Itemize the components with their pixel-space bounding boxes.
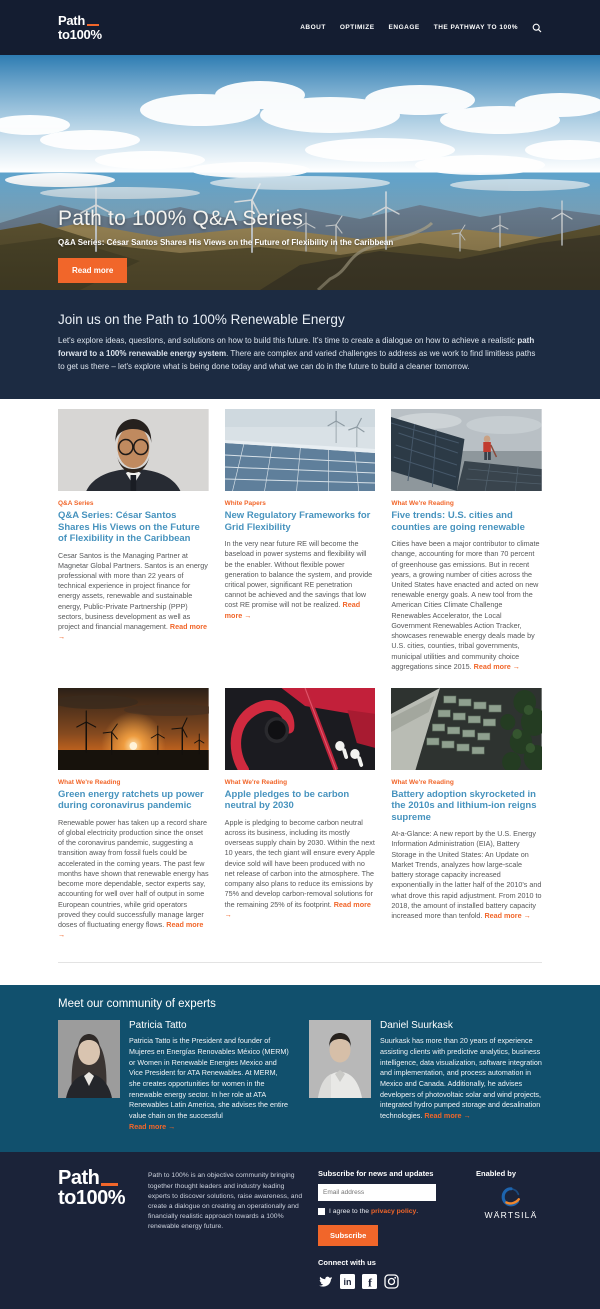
nav-item-engage[interactable]: ENGAGE [388, 24, 420, 31]
article-category: Q&A Series [58, 500, 94, 508]
connect-with-us-label: Connect with us [318, 1258, 376, 1268]
articles-section [0, 399, 600, 985]
intro-text-before: Let's explore ideas, questions, and solutions on how to build this future. It's time to create a dialogue on how to achieve a realistic [58, 336, 518, 345]
expert-info [129, 1020, 291, 1132]
expert-name: Patricia Tatto [129, 1020, 187, 1032]
footer-description: Path to 100% is an objective community bringing together thought leaders and industry leading experts to discover solutions, raise awareness, and create a dialogue on creating an operationally and financially realistic approach towards a 100% renewable energy future. [148, 1172, 303, 1231]
privacy-checkbox[interactable] [318, 1208, 325, 1215]
article-read-more-link[interactable]: Read more → [473, 661, 520, 671]
logo-text-line1: Path [58, 13, 85, 28]
social-icons-row [318, 1274, 446, 1289]
wartsila-logo[interactable] [476, 1186, 546, 1220]
article-excerpt-text: Cities have been a major contributor to climate change, accounting for more than 70 percent of greenhouse gas emissions. But in recent years, a growing number of cities across the United States have enacted and acted on new renewable energy goals. A new tool from the American Cities Climate Challenge Renewables Accelerator, the Local Government Renewables Action Tracker, showcases renewable energy deals made by U.S. cities, counties, tribal governments, municipal utilities and community choice aggregations since 2015. [391, 539, 540, 671]
hero [0, 55, 600, 290]
article-read-more-link[interactable]: Read more → [224, 899, 371, 919]
articles-grid [58, 409, 542, 940]
article-excerpt [58, 551, 209, 643]
linkedin-icon[interactable] [340, 1274, 355, 1289]
article-category: White Papers [224, 500, 266, 508]
article-title[interactable]: New Regulatory Frameworks for Grid Flexibility [224, 510, 371, 533]
article-read-more-link[interactable]: Read more → [58, 622, 208, 642]
privacy-agree-row [318, 1208, 446, 1215]
footer-logo[interactable] [58, 1169, 136, 1289]
article-card-apple-carbon [225, 688, 376, 940]
article-excerpt-text: At-a-Glance: A new report by the U.S. Energy Information Administration (EIA), Battery Storage in the United States: An Update on Market Trends, analyzes how large-scale battery storage capacity increased exponentially in the latter half of the 2010's and what drove this rapid adjustment. From 2010 to 2018, the amount of installed battery capacity increased more than tenfold. [391, 829, 542, 920]
article-excerpt-text: Apple is pledging to become carbon neutral across its business, including its mostly overseas supply chain by 2030. Within the next 10 years, the tech giant will ensure every Apple device sold will have been produced with no net release of carbon into the atmosphere. The company also plans to reduce its emissions by 75% and develop carbon-removal solutions for the remaining 25% of its footprint. [224, 817, 375, 909]
wartsila-wordmark: WÄRTSILÄ [484, 1210, 538, 1221]
enabled-by-label: Enabled by [476, 1169, 517, 1179]
expert-photo-daniel-suurkask [309, 1020, 371, 1098]
enabled-by-column [458, 1169, 546, 1289]
nav-item-optimize[interactable]: OPTIMIZE [339, 24, 375, 31]
article-excerpt-text: Cesar Santos is the Managing Partner at Magnetar Global Partners. Santos is an energy professional with more than 22 years of technical experience in project finance for energy assets, renewable and sustainable energy, Public-Private Partnership (PPP) sectors, business development as well as project and financial management. [58, 550, 208, 632]
intro-section [0, 290, 600, 399]
experts-title: Meet our community of experts [58, 998, 216, 1011]
subscribe-title: Subscribe for news and updates [318, 1169, 434, 1179]
hero-subtitle: Q&A Series: César Santos Shares His Views on the Future of Flexibility in the Caribbean [58, 238, 394, 247]
search-icon[interactable] [532, 23, 542, 33]
article-excerpt [391, 829, 542, 921]
article-category: What We're Reading [391, 779, 454, 787]
logo-text-line2: to100% [58, 27, 102, 42]
expert-card-patricia-tatto [58, 1020, 291, 1132]
expert-bio [380, 1036, 542, 1121]
hero-read-more-button[interactable]: Read more [58, 258, 127, 283]
svg-text:f: f [368, 1275, 372, 1290]
privacy-agree-label [329, 1208, 418, 1215]
nav-item-about[interactable]: ABOUT [300, 24, 326, 31]
expert-info [380, 1020, 542, 1132]
article-title[interactable]: Green energy ratchets up power during coronavirus pandemic [58, 789, 204, 812]
svg-text:in: in [343, 1277, 352, 1288]
article-image-portrait[interactable] [58, 409, 209, 491]
article-category: What We're Reading [58, 779, 121, 787]
article-image-solar-panels[interactable] [225, 409, 376, 491]
article-card-green-energy [58, 688, 209, 940]
twitter-icon[interactable] [318, 1274, 333, 1289]
article-category: What We're Reading [224, 779, 288, 787]
site-footer [0, 1152, 600, 1309]
main-nav [300, 23, 542, 33]
article-image-rooftop-solar[interactable] [391, 409, 542, 491]
subscribe-column [318, 1169, 446, 1289]
hero-title: Path to 100% Q&A Series [58, 207, 304, 230]
intro-title: Join us on the Path to 100% Renewable Energy [58, 312, 345, 327]
nav-item-pathway[interactable]: THE PATHWAY TO 100% [433, 24, 518, 31]
expert-name: Daniel Suurkask [380, 1020, 453, 1032]
wartsila-swoosh-icon [500, 1186, 522, 1208]
hero-content [58, 207, 393, 283]
intro-paragraph [58, 335, 542, 373]
footer-logo-line1: Path [58, 1167, 100, 1190]
article-excerpt-text: In the very near future RE will become the baseload in power systems and flexibility will be the enabler. Without flexible power generation to balance the system, and provide critical power, significant RE penetration cannot be achieved and the savings that low cost RE promise will not be realized. [224, 539, 373, 610]
intro-text-after: . There are complex and varied challenges to address as we work to find limitless paths to get us there – let's explore what is being done today and what we can do in the future to build a cleaner tomorrow. [58, 348, 536, 371]
expert-card-daniel-suurkask [309, 1020, 542, 1132]
article-read-more-link[interactable]: Read more → [224, 600, 361, 620]
article-card-battery-adoption [391, 688, 542, 940]
article-card-five-trends [391, 409, 542, 672]
expert-read-more-link[interactable]: Read more → [424, 1111, 471, 1121]
article-card-grid-flexibility [225, 409, 376, 672]
email-input[interactable] [318, 1184, 436, 1201]
article-card-cesar-santos [58, 409, 209, 672]
article-image-red-gadgets[interactable] [225, 688, 376, 770]
footer-logo-line2: to100% [58, 1187, 126, 1210]
article-excerpt [391, 539, 542, 672]
experts-section [0, 985, 600, 1152]
logo-dash [87, 24, 99, 26]
article-title[interactable]: Apple pledges to be carbon neutral by 2030 [224, 789, 350, 812]
expert-bio-text: Patricia Tatto is the President and founder of Mujeres en Energías Renovables México (MERM) or Women in Renewable Energies Mexico and Vice President for ATA Renewables. At MERM, she creates opportunities for women in the renewable energy sector. In her role at ATA Renewables Latin America, she advises the entire value chain on the successful [129, 1036, 289, 1121]
subscribe-button[interactable]: Subscribe [318, 1225, 378, 1246]
site-logo[interactable] [58, 14, 102, 41]
site-header [0, 0, 600, 55]
instagram-icon[interactable] [384, 1274, 399, 1289]
expert-bio [129, 1036, 291, 1132]
article-title[interactable]: Five trends: U.S. cities and counties are going renewable [391, 510, 525, 533]
article-excerpt [225, 818, 376, 920]
intro-text-bold: path forward to a 100% renewable energy system [58, 336, 535, 358]
experts-grid [58, 1020, 542, 1132]
article-read-more-link[interactable]: Read more → [484, 910, 531, 920]
article-category: What We're Reading [391, 500, 454, 508]
article-read-more-link[interactable]: Read more → [58, 919, 204, 940]
article-excerpt [58, 818, 209, 941]
expert-photo-patricia-tatto [58, 1020, 120, 1098]
article-title[interactable]: Battery adoption skyrocketed in the 2010s and lithium-ion reigns supreme [391, 789, 537, 823]
article-excerpt-text: Renewable power has taken up a record share of global electricity production since the onset of the coronavirus pandemic, suggesting a transition away from fossil fuels could be accelerated in the coming years. The past few months have shown that renewable energy has become more dependable, sector experts say, accounting for well over half of output in some European countries, while grid operators proved they could successfully manage larger doses of fluctuating energy flows. [58, 817, 209, 929]
privacy-policy-link[interactable]: privacy policy [370, 1208, 417, 1216]
article-excerpt [225, 539, 376, 621]
agree-text-after: . [416, 1208, 419, 1216]
expert-read-more-link[interactable]: Read more → [129, 1121, 176, 1131]
article-title[interactable]: Q&A Series: César Santos Shares His Views on the Future of Flexibility in the Caribbean [58, 510, 200, 545]
article-image-sunset-turbines[interactable] [58, 688, 209, 770]
facebook-icon[interactable] [362, 1274, 377, 1289]
expert-bio-text: Suurkask has more than 20 years of experience assisting clients with predictive analytics, business intelligence, data visualization, software integration and implementation, and process automation in Mexico and Canada. Additionally, he advises developers of photovoltaic solar and wind projects, integrated hydro pumped storage and desalination technologies. [380, 1036, 542, 1121]
agree-text-before: I agree to the [329, 1208, 371, 1216]
article-image-battery-farm-aerial[interactable] [391, 688, 542, 770]
footer-logo-dash [101, 1183, 118, 1186]
